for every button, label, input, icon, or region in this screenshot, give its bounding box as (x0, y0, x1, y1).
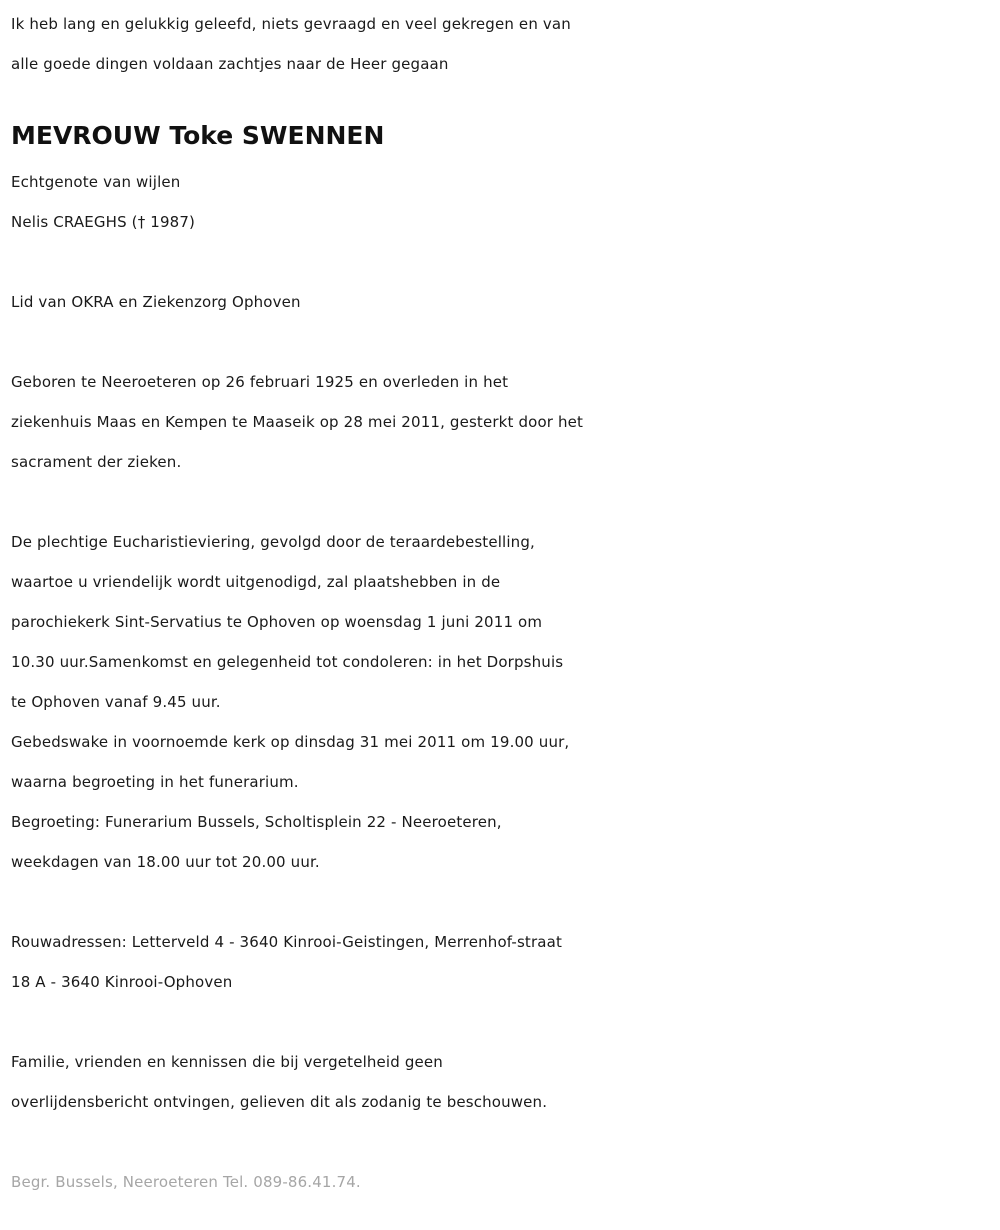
birth-death-line-2: ziekenhuis Maas en Kempen te Maaseik op 28 mei 2011, gesterkt door het (11, 413, 584, 431)
vigil-line-1: Gebedswake in voornoemde kerk op dinsdag 31 mei 2011 om 19.00 uur, (11, 733, 570, 751)
ceremony-line-1: De plechtige Eucharistieviering, gevolgd door de teraardebestelling, (11, 533, 535, 551)
ceremony-line-3: parochiekerk Sint-Servatius te Ophoven op woensdag 1 juni 2011 om (11, 613, 543, 631)
spacer (11, 1002, 996, 1042)
visitation-line-2: weekdagen van 18.00 uur tot 20.00 uur. (11, 853, 320, 871)
spacer (11, 1122, 996, 1162)
birth-death-line-1: Geboren te Neeroeteren op 26 februari 1925 en overleden in het (11, 373, 509, 391)
addresses-line-1: Rouwadressen: Letterveld 4 - 3640 Kinrooi-Geistingen, Merrenhof-straat (11, 933, 562, 951)
notice-line-2: overlijdensbericht ontvingen, gelieven dit als zodanig te beschouwen. (11, 1093, 548, 1111)
spouse-line-2: Nelis CRAEGHS († 1987) (11, 213, 196, 231)
ceremony-line-2: waartoe u vriendelijk wordt uitgenodigd, zal plaatshebben in de (11, 573, 501, 591)
addresses-line-2: 18 A - 3640 Kinrooi-Ophoven (11, 973, 233, 991)
obituary-notice (11, 4, 996, 1202)
deceased-name: MEVROUW Toke SWENNEN (11, 121, 385, 150)
intro-line-2: alle goede dingen voldaan zachtjes naar de Heer gegaan (11, 55, 449, 73)
spouse-line-1: Echtgenote van wijlen (11, 173, 181, 191)
spacer (11, 242, 996, 282)
intro-line-1: Ik heb lang en gelukkig geleefd, niets gevraagd en veel gekregen en van (11, 15, 571, 33)
vigil-line-2: waarna begroeting in het funerarium. (11, 773, 299, 791)
ceremony-line-4: 10.30 uur.Samenkomst en gelegenheid tot condoleren: in het Dorpshuis (11, 653, 564, 671)
funeral-director-footer: Begr. Bussels, Neeroeteren Tel. 089-86.41.74. (11, 1173, 361, 1191)
visitation-line-1: Begroeting: Funerarium Bussels, Scholtisplein 22 - Neeroeteren, (11, 813, 502, 831)
notice-line-1: Familie, vrienden en kennissen die bij vergetelheid geen (11, 1053, 443, 1071)
membership-line: Lid van OKRA en Ziekenzorg Ophoven (11, 293, 301, 311)
spacer (11, 322, 996, 362)
spacer (11, 882, 996, 922)
ceremony-line-5: te Ophoven vanaf 9.45 uur. (11, 693, 221, 711)
spacer (11, 482, 996, 522)
birth-death-line-3: sacrament der zieken. (11, 453, 182, 471)
